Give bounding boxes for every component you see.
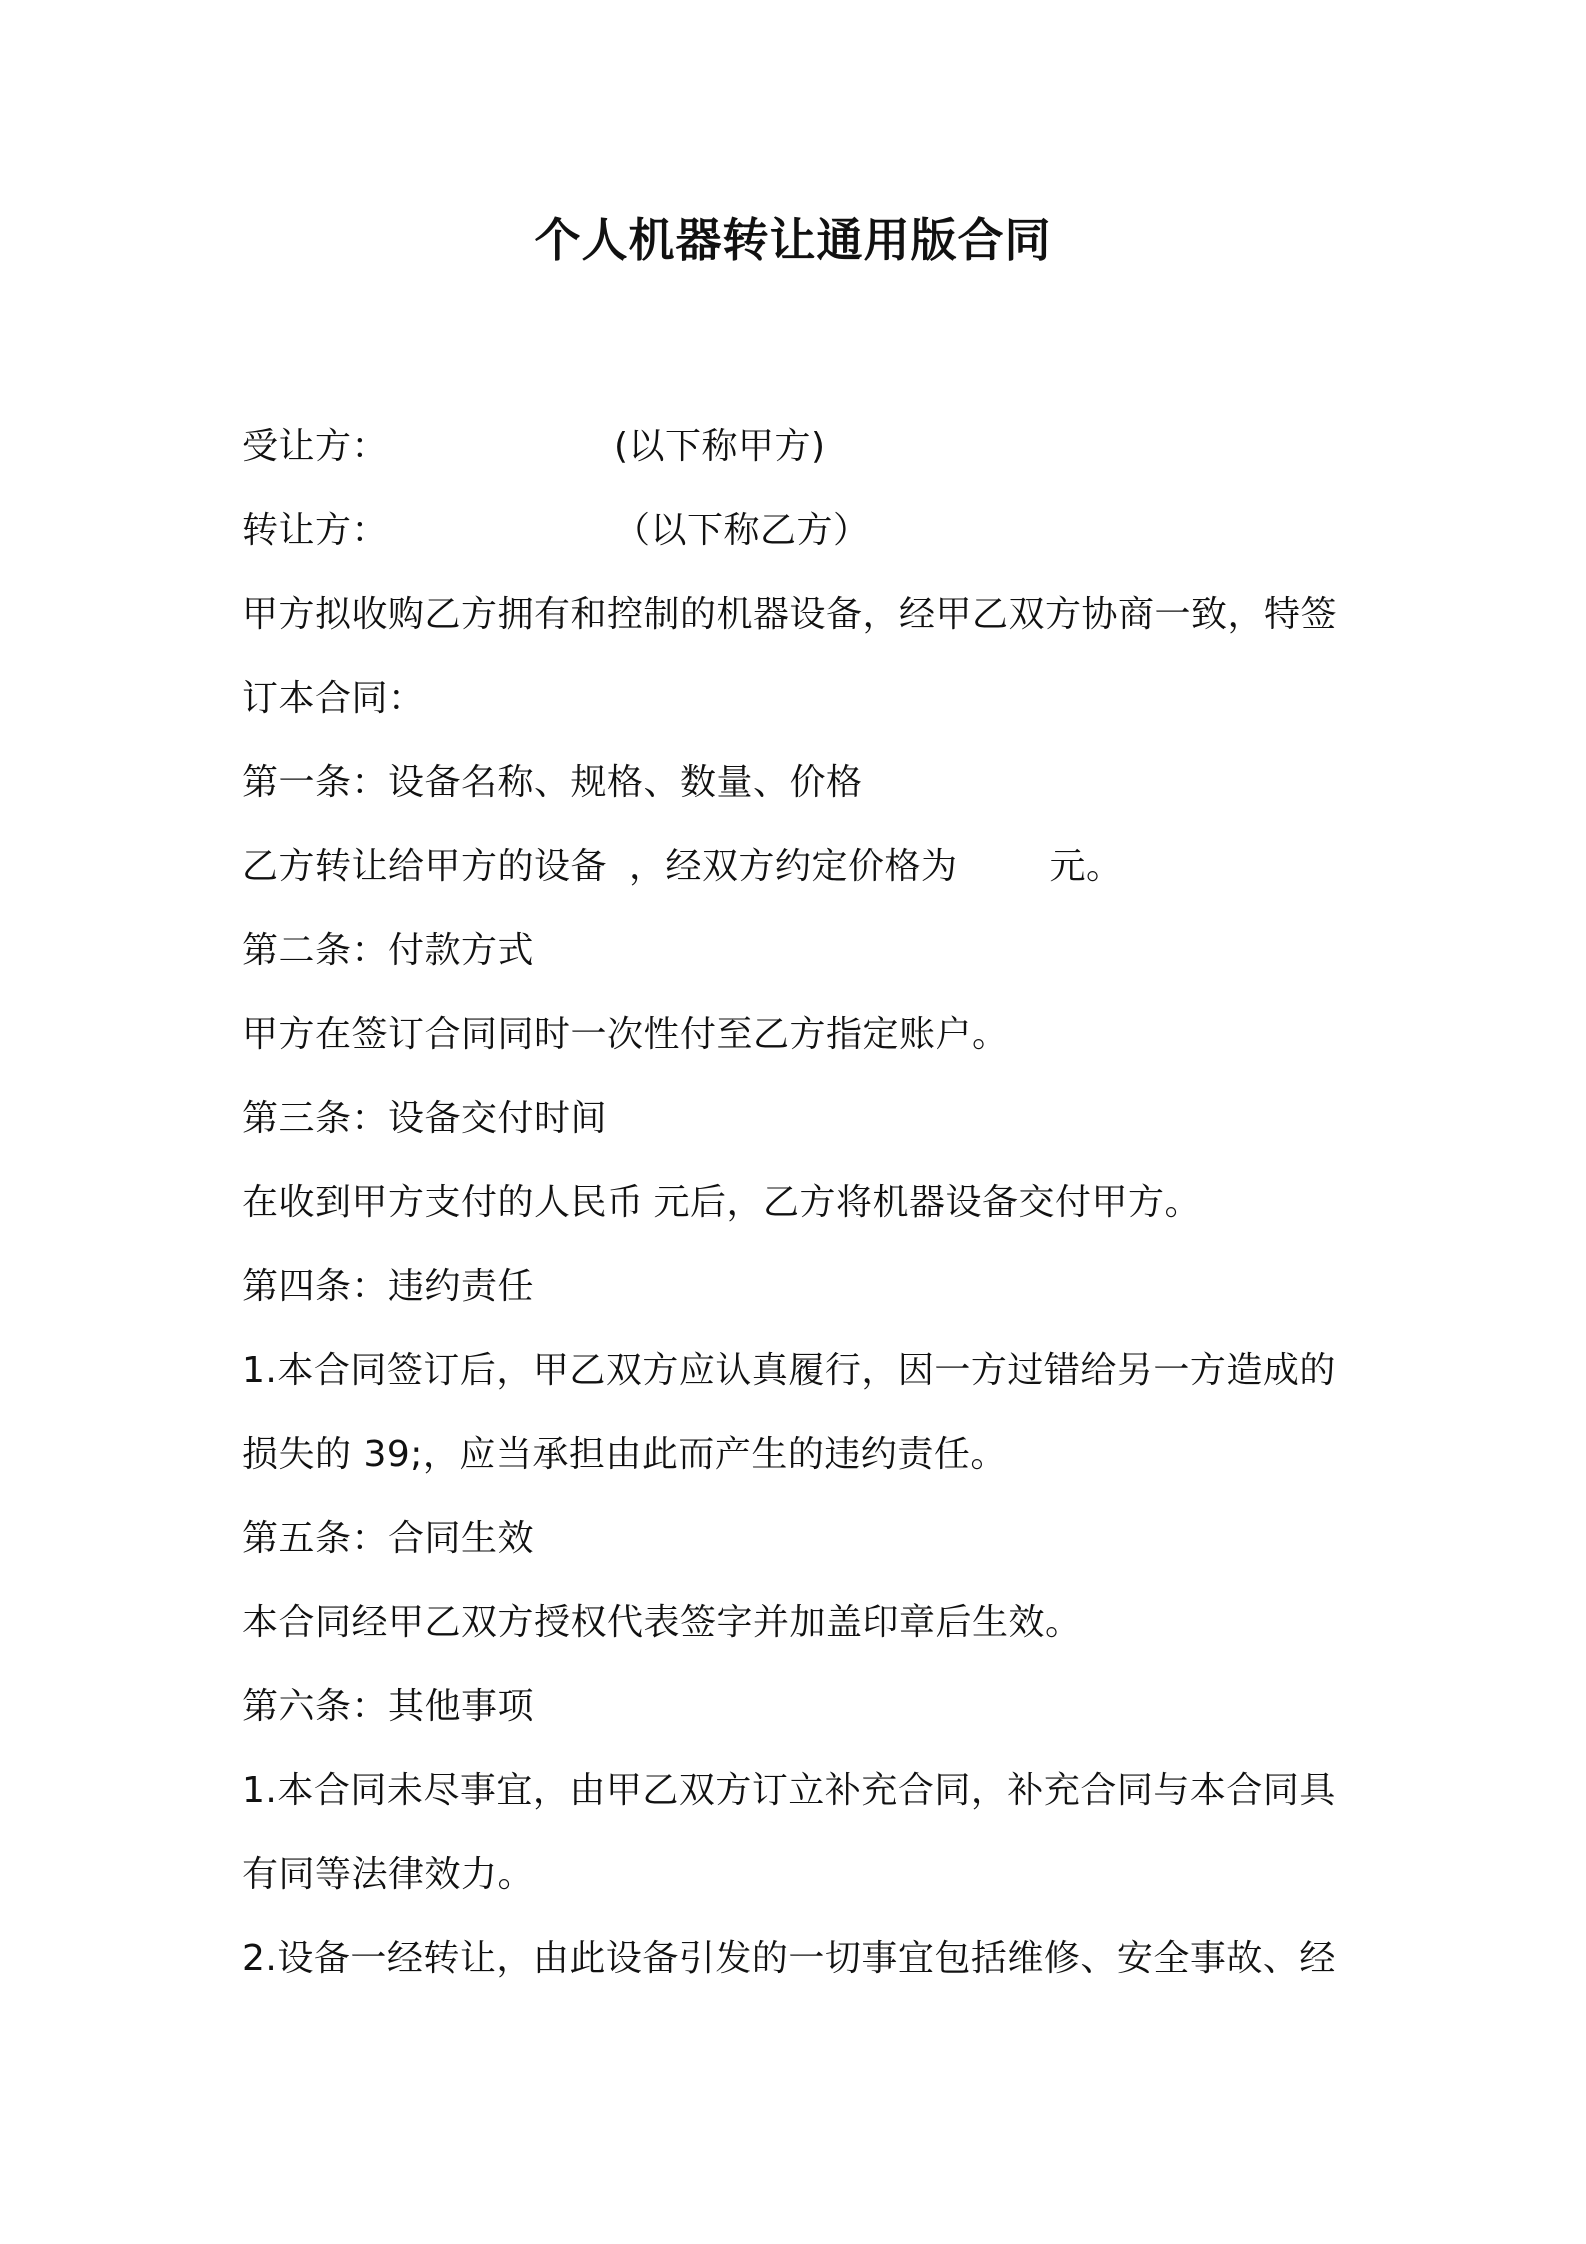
- article-1-text-part-3: 元。: [1049, 846, 1123, 887]
- article-2-heading: 第二条：付款方式: [242, 930, 535, 971]
- article-1-heading: 第一条：设备名称、规格、数量、价格: [242, 762, 863, 803]
- article-1-text-part-2: ，经双方约定价格为: [629, 846, 958, 887]
- document-body: [242, 405, 1362, 2001]
- article-4-line-2: 损失的 39;，应当承担由此而产生的违约责任。: [242, 1434, 1007, 1475]
- article-4-line-1: 1.本合同签订后，甲乙双方应认真履行，因一方过错给另一方造成的: [242, 1350, 1336, 1391]
- article-4-heading: 第四条：违约责任: [242, 1266, 535, 1307]
- party-a-alias: (以下称甲方): [614, 426, 826, 467]
- article-6-item-2-line-1: 2.设备一经转让，由此设备引发的一切事宜包括维修、安全事故、经: [242, 1938, 1336, 1979]
- party-b-line: [242, 489, 1362, 573]
- article-3-text: [242, 1161, 1362, 1245]
- article-6-heading: 第六条：其他事项: [242, 1686, 535, 1727]
- article-5-heading: 第五条：合同生效: [242, 1518, 535, 1559]
- document-title: 个人机器转让通用版合同: [534, 213, 1052, 267]
- article-1-text: [242, 825, 1362, 909]
- article-3-heading: 第三条：设备交付时间: [242, 1098, 608, 1139]
- party-b-role: 转让方：: [242, 510, 389, 551]
- article-1-text-part-1: 乙方转让给甲方的设备: [242, 846, 608, 887]
- party-b-alias: （以下称乙方）: [614, 510, 870, 551]
- article-3-text-part-1: 在收到甲方支付的人民币: [242, 1182, 644, 1223]
- article-5-text: 本合同经甲乙双方授权代表签字并加盖印章后生效。: [242, 1602, 1082, 1643]
- article-6-item-1-line-1: 1.本合同未尽事宜，由甲乙双方订立补充合同，补充合同与本合同具: [242, 1770, 1336, 1811]
- article-6-item-1-line-2: 有同等法律效力。: [242, 1854, 535, 1895]
- preamble-line-1: 甲方拟收购乙方拥有和控制的机器设备，经甲乙双方协商一致，特签: [242, 594, 1338, 635]
- preamble-line-2: 订本合同：: [242, 678, 425, 719]
- party-a-line: [242, 405, 1362, 489]
- article-2-text: 甲方在签订合同同时一次性付至乙方指定账户。: [242, 1014, 1009, 1055]
- party-a-role: 受让方：: [242, 426, 389, 467]
- article-3-text-part-2: 元后，乙方将机器设备交付甲方。: [653, 1182, 1202, 1223]
